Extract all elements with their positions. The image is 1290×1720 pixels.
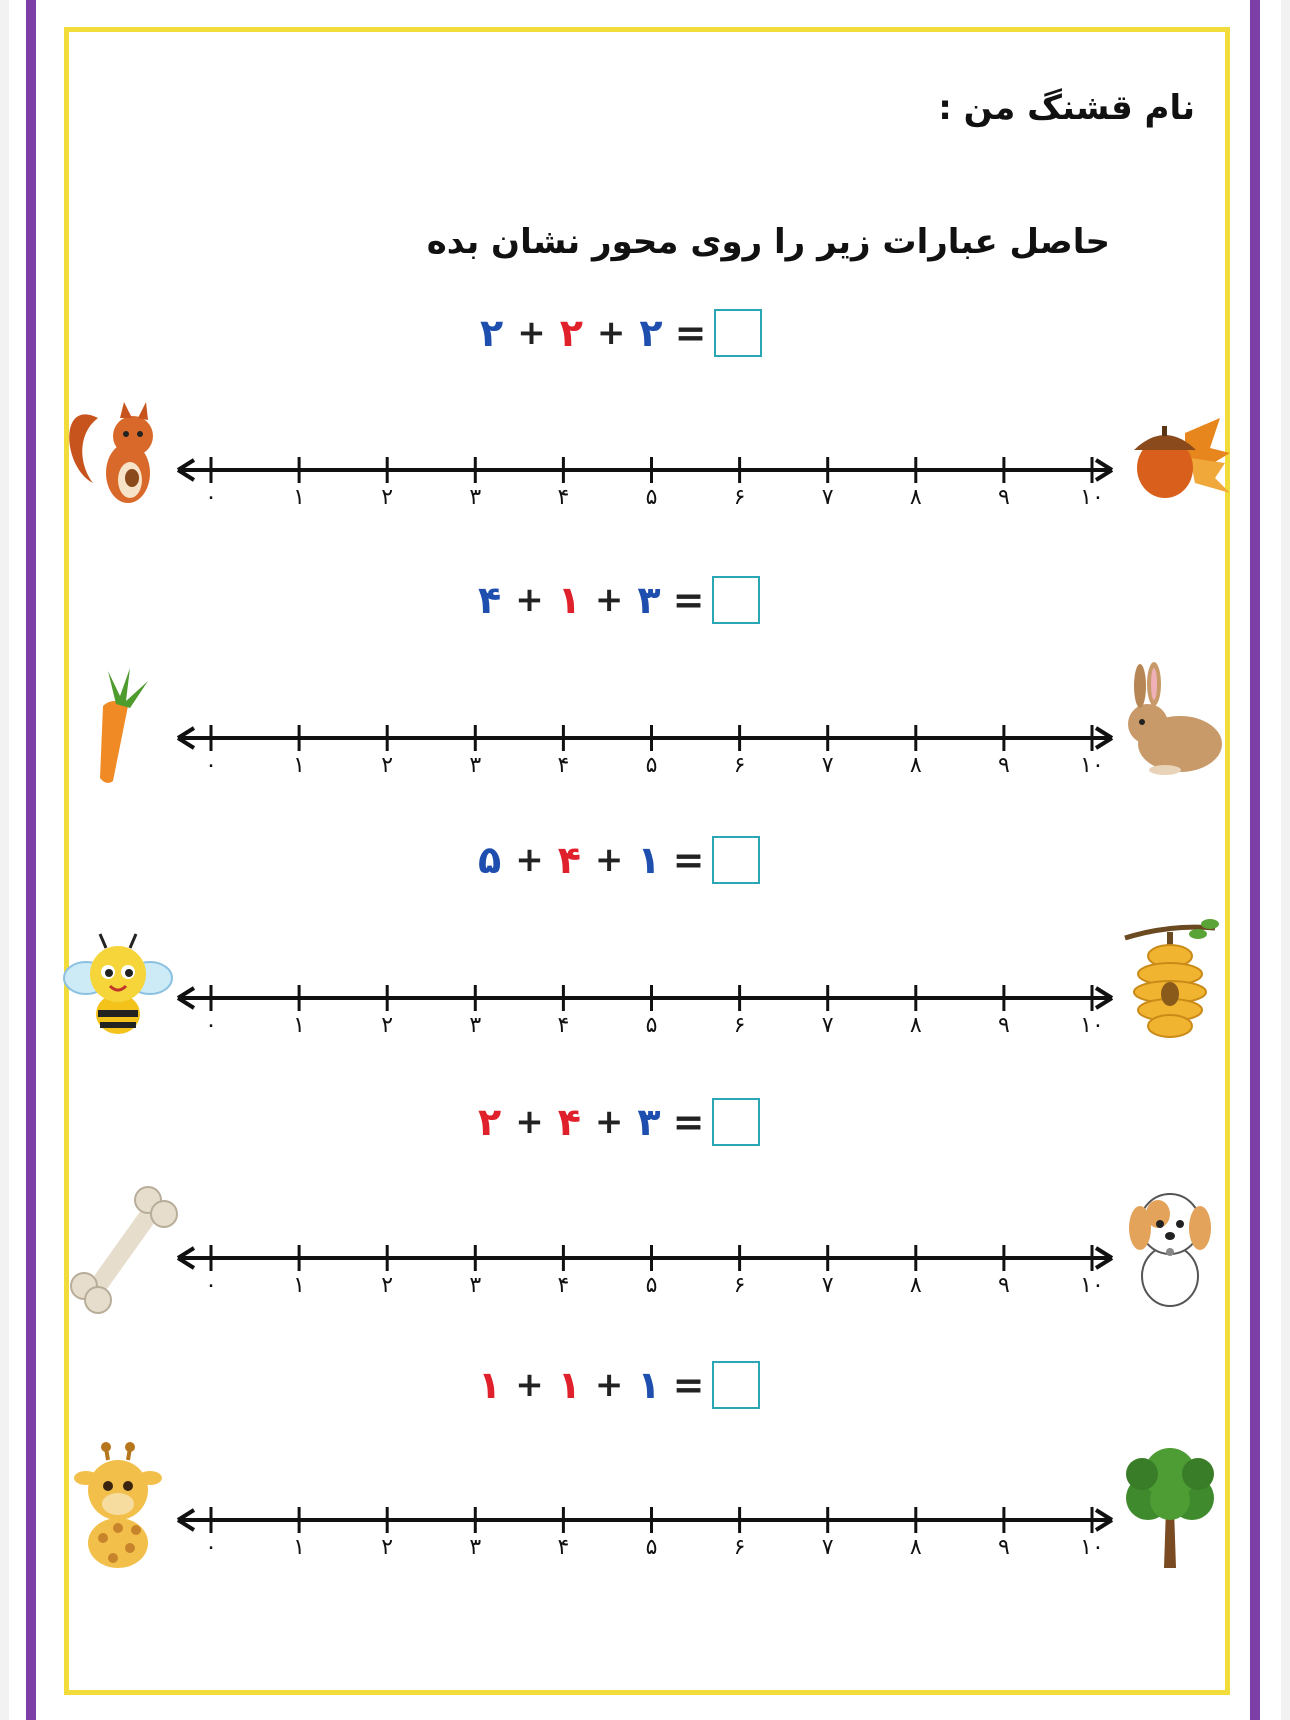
answer-box[interactable]: [712, 1361, 760, 1409]
addition-expression: [478, 1355, 760, 1415]
tick-label: ۰: [205, 1013, 217, 1038]
bee-icon: [64, 934, 172, 1034]
tick-label: ۲: [381, 753, 394, 778]
number-line: [0, 898, 1290, 1098]
tick-label: ۴: [557, 485, 570, 510]
tick-label: ۵: [645, 753, 658, 778]
tick-label: ۶: [733, 1535, 746, 1560]
plus-sign: +: [594, 1102, 624, 1142]
tick-label: ۲: [381, 1535, 394, 1560]
giraffe-icon: [74, 1442, 162, 1568]
answer-box[interactable]: [712, 836, 760, 884]
instruction-heading: حاصل عبارات زیر را روی محور نشان بده: [426, 222, 1110, 262]
tick-label: ۱۰: [1080, 753, 1104, 778]
addend-3: ۳: [637, 1100, 661, 1144]
tick-label: ۱: [293, 1013, 306, 1038]
equals-sign: =: [674, 311, 707, 355]
carrot-icon: [100, 668, 148, 783]
plus-sign: +: [594, 1365, 624, 1405]
equals-sign: =: [672, 578, 705, 622]
name-label: نام قشنگ من :: [938, 88, 1195, 128]
tree-icon: [1126, 1448, 1214, 1568]
tick-label: ۴: [557, 1013, 570, 1038]
tick-label: ۹: [997, 1013, 1010, 1038]
bone-icon: [71, 1187, 177, 1313]
addend-1: ۲: [478, 1100, 502, 1144]
addend-1: ۵: [478, 838, 502, 882]
plus-sign: +: [515, 1365, 544, 1405]
plus-sign: +: [517, 313, 546, 353]
tick-label: ۹: [997, 485, 1010, 510]
addend-1: ۴: [478, 578, 502, 622]
tick-label: ۰: [205, 1273, 217, 1298]
tick-label: ۶: [733, 485, 746, 510]
plus-sign: +: [515, 840, 544, 880]
addition-expression: [478, 830, 760, 890]
answer-box[interactable]: [712, 576, 760, 624]
tick-label: ۸: [909, 1273, 922, 1298]
tick-label: ۱۰: [1080, 1013, 1104, 1038]
tick-label: ۱: [293, 1535, 306, 1560]
tick-label: ۶: [733, 753, 746, 778]
tick-label: ۱: [293, 753, 306, 778]
tick-label: ۶: [733, 1013, 746, 1038]
tick-label: ۵: [645, 1273, 658, 1298]
tick-label: ۵: [645, 1535, 658, 1560]
beehive-icon: [1125, 919, 1219, 1037]
addend-1: ۱: [478, 1363, 502, 1407]
addend-3: ۲: [639, 311, 663, 355]
answer-box[interactable]: [712, 1098, 760, 1146]
tick-label: ۳: [469, 1273, 482, 1298]
addend-3: ۳: [637, 578, 661, 622]
plus-sign: +: [594, 580, 624, 620]
tick-label: ۴: [557, 1273, 570, 1298]
number-line: [0, 1158, 1290, 1358]
tick-label: ۲: [381, 1013, 394, 1038]
tick-label: ۰: [205, 485, 217, 510]
addend-2: ۴: [557, 1100, 581, 1144]
addend-1: ۲: [480, 311, 504, 355]
addend-2: ۲: [559, 311, 583, 355]
equals-sign: =: [672, 1100, 705, 1144]
addend-2: ۱: [557, 578, 581, 622]
plus-sign: +: [596, 313, 626, 353]
addition-expression: [480, 303, 762, 363]
rabbit-icon: [1128, 662, 1222, 775]
tick-label: ۱۰: [1080, 1273, 1104, 1298]
tick-label: ۹: [997, 1535, 1010, 1560]
addend-3: ۱: [637, 1363, 661, 1407]
addition-expression: [478, 1092, 760, 1152]
plus-sign: +: [594, 840, 624, 880]
tick-label: ۷: [821, 1273, 834, 1298]
equals-sign: =: [672, 1363, 705, 1407]
tick-label: ۱۰: [1080, 1535, 1104, 1560]
tick-label: ۹: [997, 753, 1010, 778]
number-line: [0, 638, 1290, 838]
puppy-icon: [1129, 1194, 1211, 1306]
tick-label: ۴: [557, 1535, 570, 1560]
tick-label: ۱۰: [1080, 485, 1104, 510]
tick-label: ۷: [821, 1535, 834, 1560]
tick-label: ۶: [733, 1273, 746, 1298]
tick-label: ۳: [469, 485, 482, 510]
answer-box[interactable]: [714, 309, 762, 357]
tick-label: ۳: [469, 1535, 482, 1560]
tick-label: ۴: [557, 753, 570, 778]
tick-label: ۰: [205, 1535, 217, 1560]
equals-sign: =: [672, 838, 705, 882]
tick-label: ۸: [909, 753, 922, 778]
tick-label: ۵: [645, 1013, 658, 1038]
addend-3: ۱: [637, 838, 661, 882]
tick-label: ۷: [821, 753, 834, 778]
tick-label: ۲: [381, 1273, 394, 1298]
tick-label: ۱: [293, 1273, 306, 1298]
tick-label: ۸: [909, 1013, 922, 1038]
addend-2: ۴: [557, 838, 581, 882]
addition-expression: [478, 570, 760, 630]
tick-label: ۳: [469, 753, 482, 778]
tick-label: ۷: [821, 1013, 834, 1038]
tick-label: ۰: [205, 753, 217, 778]
tick-label: ۷: [821, 485, 834, 510]
tick-label: ۲: [381, 485, 394, 510]
plus-sign: +: [515, 1102, 544, 1142]
tick-label: ۱: [293, 485, 306, 510]
squirrel-icon: [69, 402, 153, 503]
plus-sign: +: [515, 580, 544, 620]
tick-label: ۸: [909, 485, 922, 510]
number-line: [0, 1420, 1290, 1620]
addend-2: ۱: [557, 1363, 581, 1407]
tick-label: ۵: [645, 485, 658, 510]
acorn-icon: [1134, 418, 1230, 498]
tick-label: ۹: [997, 1273, 1010, 1298]
tick-label: ۳: [469, 1013, 482, 1038]
number-line: [0, 370, 1290, 570]
tick-label: ۸: [909, 1535, 922, 1560]
